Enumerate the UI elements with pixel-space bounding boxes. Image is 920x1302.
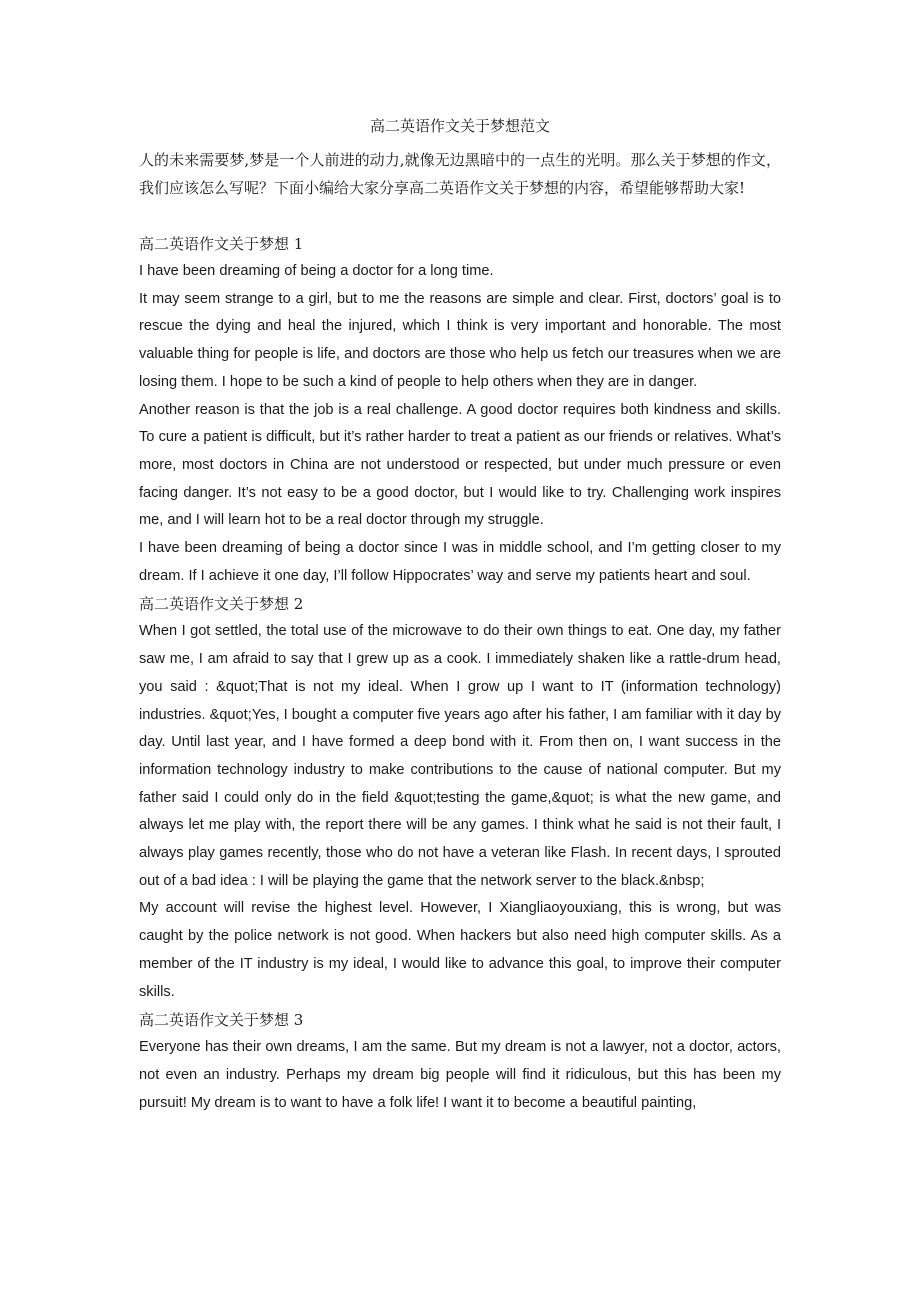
- paragraph: I have been dreaming of being a doctor since I was in middle school, and I’m getting closer to my dream. If I achieve it one day, I’ll follow Hippocrates’ way and serve my patients heart and soul.: [139, 540, 781, 584]
- essay-section-3: [139, 1006, 781, 1117]
- section-heading: 高二英语作文关于梦想 2: [139, 595, 304, 614]
- essay-section-1: [139, 230, 781, 590]
- document-title: 高二英语作文关于梦想范文: [369, 117, 550, 135]
- section-heading: 高二英语作文关于梦想 1: [139, 235, 304, 253]
- paragraph: My account will revise the highest level. However, I Xiangliaoyouxiang, this is wrong, but was caught by the police network is not good. When hackers but also need high computer skills. As a member of the IT industry is my ideal, I would like to advance this goal, to improve their computer skills.: [139, 900, 781, 1000]
- essay-section-2: [139, 590, 781, 1006]
- document-page: [139, 112, 781, 1117]
- paragraph: Another reason is that the job is a real challenge. A good doctor requires both kindness and skills. To cure a patient is difficult, but it’s rather harder to treat a patient as our friends or relatives. What’s more, most doctors in China are not understood or respected, but under much pressure or even facing danger. It’s not easy to be a good doctor, but I would like to try. Challenging work inspires me, and I will learn hot to be a real doctor through my struggle.: [139, 401, 781, 529]
- intro-paragraph: 人的未来需要梦,梦是一个人前进的动力,就像无边黑暗中的一点生的光明。那么关于梦想的作文，我们应该怎么写呢？下面小编给大家分享高二英语作文关于梦想的内容，希望能够帮助大家!: [139, 151, 781, 197]
- paragraph: It may seem strange to a girl, but to me the reasons are simple and clear. First, doctors’ goal is to rescue the dying and heal the injured, which I think is very important and honorable. The most valuable thing for people is life, and doctors are those who help us fetch our treasures when we are losing them. I hope to be such a kind of people to help others when they are in danger.: [139, 290, 781, 390]
- section-heading: 高二英语作文关于梦想 3: [139, 1011, 304, 1030]
- paragraph: When I got settled, the total use of the microwave to do their own things to eat. One day, my father saw me, I am afraid to say that I grew up as a cook. I immediately shaken like a rattle-drum head, you said : &quot;That is not my ideal. When I grow up I want to IT (information technology) industries. &quot;Yes, I bought a computer five years ago after his father, I am familiar with it day by day. Until last year, and I have formed a deep bond with it. From then on, I want success in the information technology industry to make contributions to the cause of national computer. But my father said I could only do in the field &quot;testing the game,&quot; is what the new game, and always let me play with, the report there will be any games. I think what he said is not their fault, I always play games recently, those who do not have a veteran like Flash. In recent days, I sprouted out of a bad idea : I will be playing the game that the network server to the black.&nbsp;: [139, 623, 781, 889]
- paragraph: Everyone has their own dreams, I am the same. But my dream is not a lawyer, not a doctor, actors, not even an industry. Perhaps my dream big people will find it ridiculous, but this has been my pursuit! My dream is to want to have a folk life! I want it to become a beautiful painting,: [139, 1039, 781, 1111]
- paragraph: I have been dreaming of being a doctor for a long time.: [139, 263, 494, 279]
